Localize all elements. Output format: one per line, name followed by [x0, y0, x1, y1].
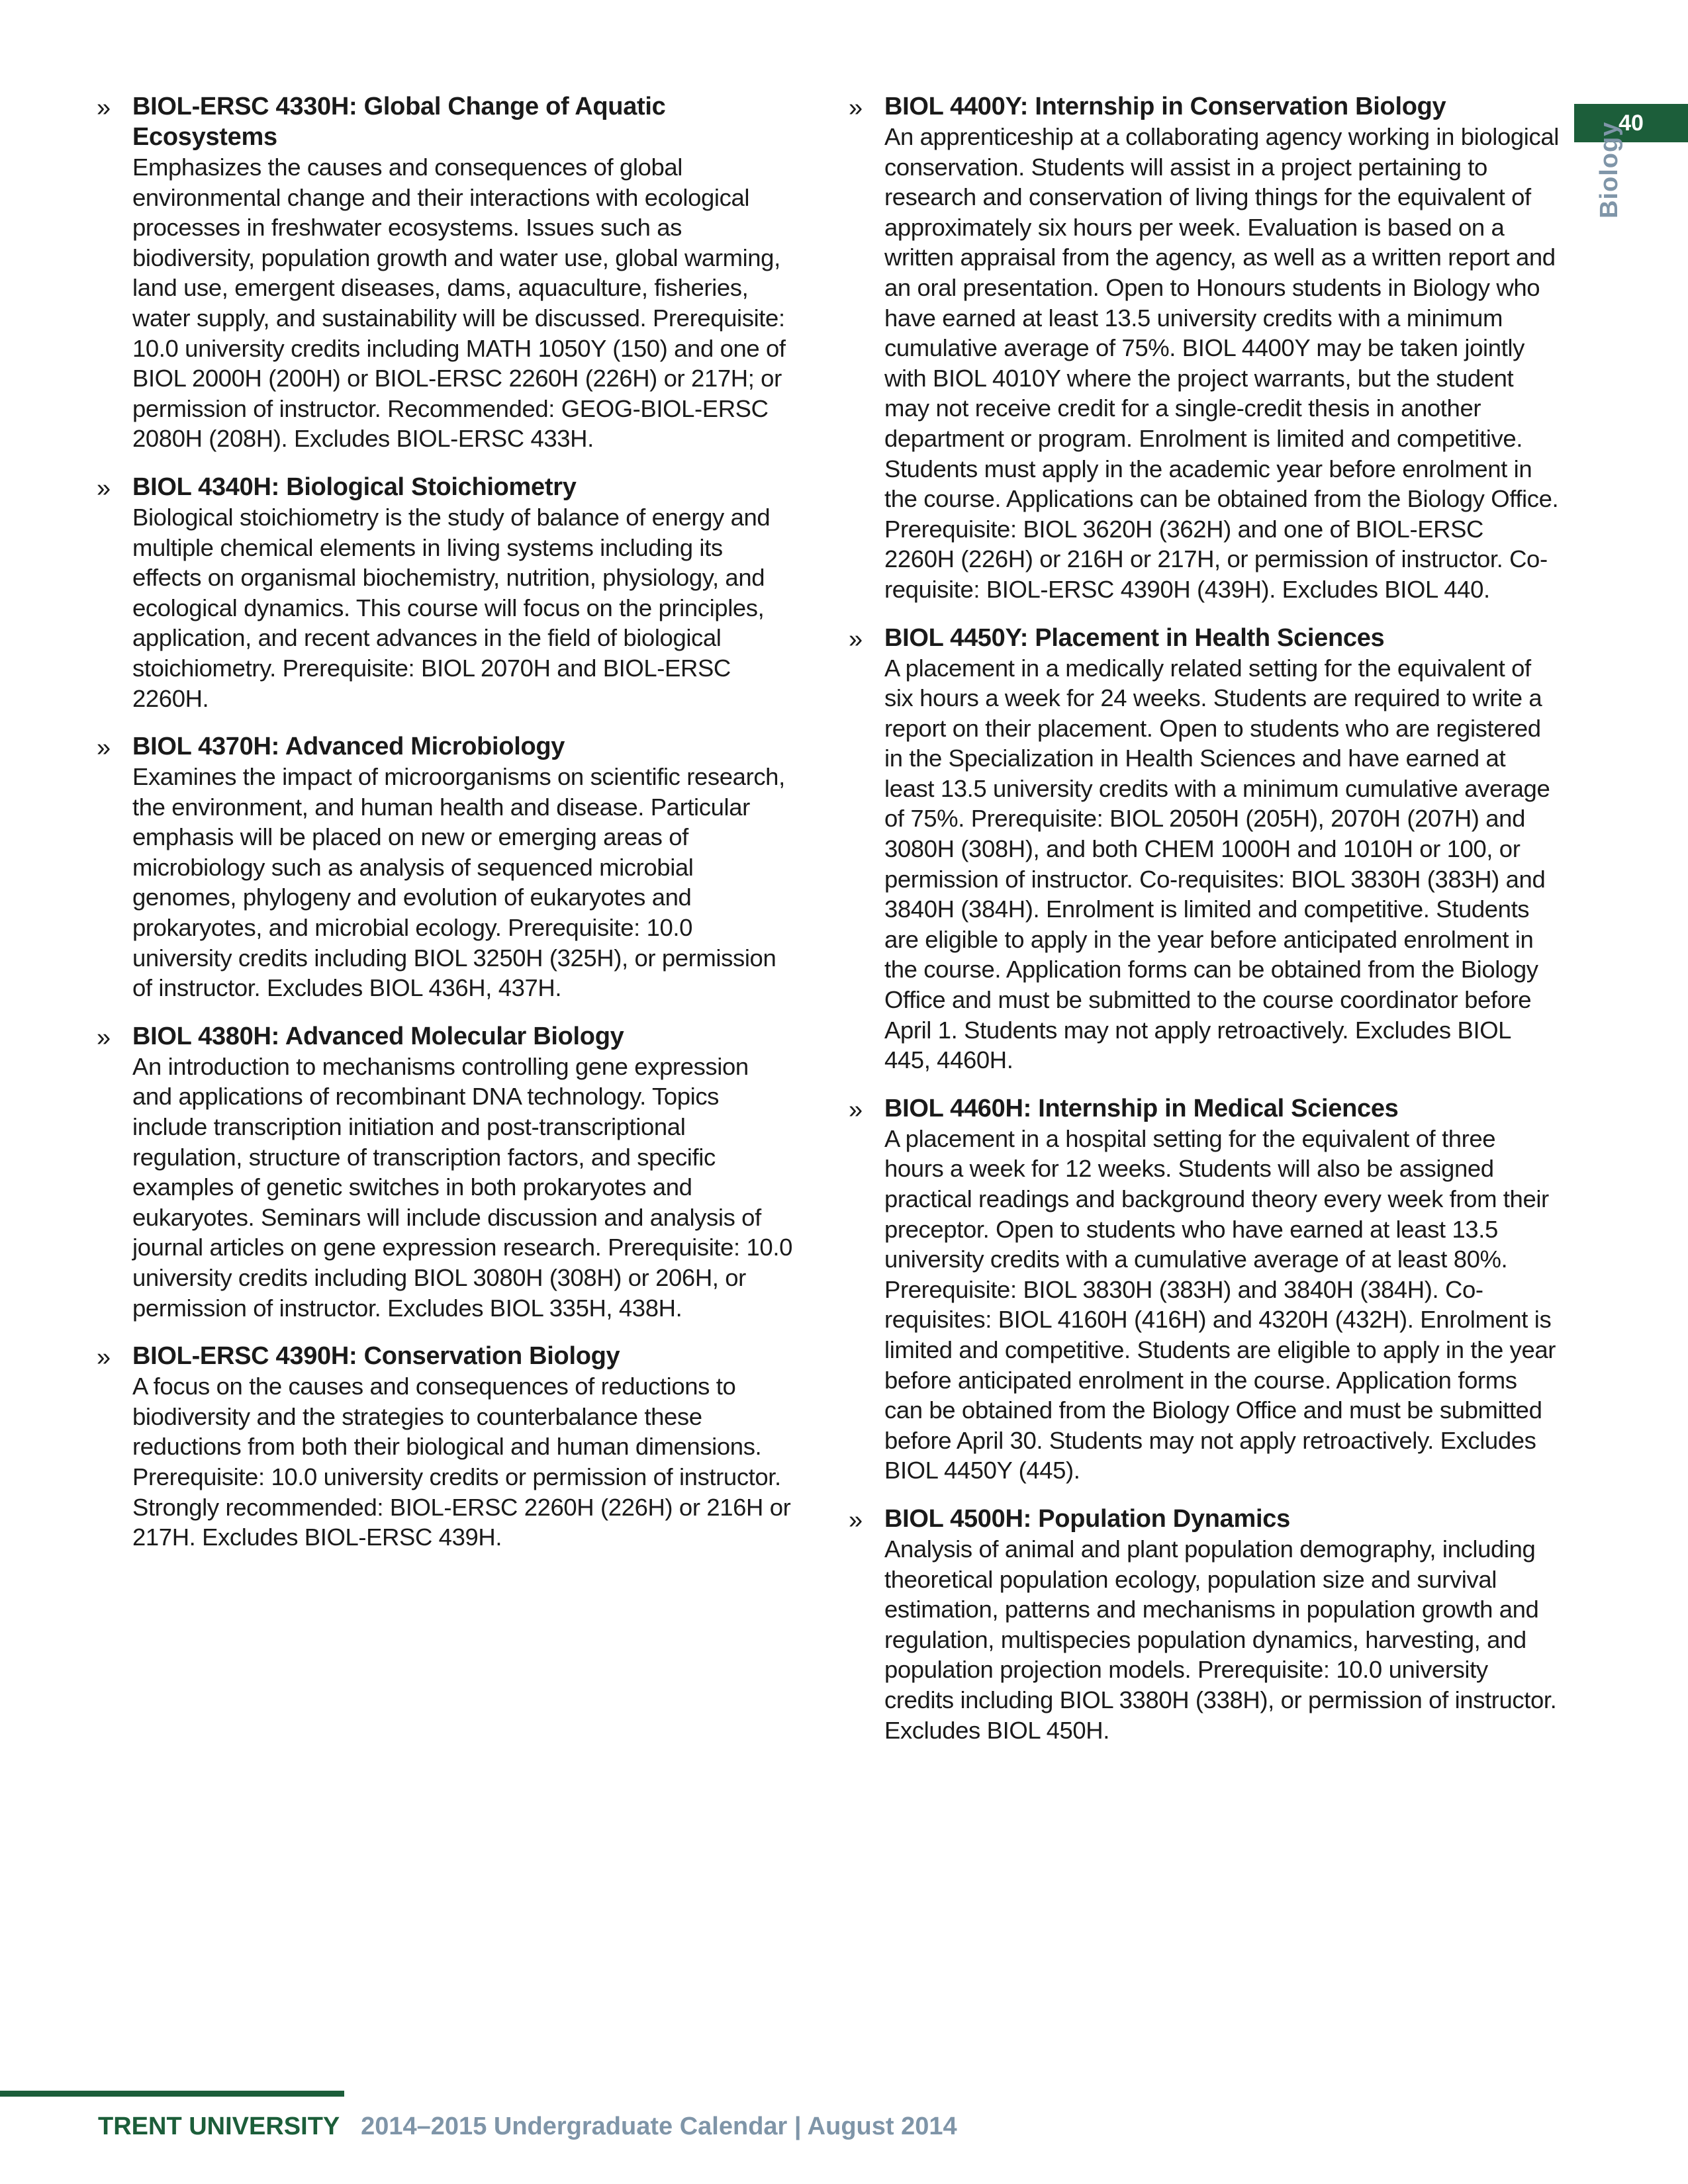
- course-entry: [93, 1341, 794, 1553]
- course-description: Analysis of animal and plant population demography, including theoretical population ecology, population size and survival estimation, patterns and mechanisms in population growth and regulation, multispecies population dynamics, harvesting, and population projection models. Prerequisite: 10.0 university credits including BIOL 3380H (338H), or permission of instructor. Excludes BIOL 450H.: [884, 1535, 1557, 1744]
- page-number-tab: 40: [1574, 104, 1688, 142]
- course-title: BIOL-ERSC 4390H: Conservation Biology: [132, 1342, 620, 1371]
- left-column: [93, 91, 794, 1570]
- course-title: BIOL 4380H: Advanced Molecular Biology: [132, 1022, 624, 1050]
- course-entry: [93, 731, 794, 1003]
- section-label: Biology: [1595, 121, 1623, 218]
- course-entry: [93, 91, 794, 454]
- bullet-icon: »: [97, 1343, 111, 1372]
- course-title: BIOL 4500H: Population Dynamics: [884, 1504, 1290, 1533]
- course-description: An introduction to mechanisms controlling gene expression and applications of recombinant DNA technology. Topics include transcription initiation and post-transcriptional regulation, structure of transcription factors, and specific examples of genetic switches in both prokaryotes and eukaryotes. Seminars will include discussion and analysis of journal articles on gene expression research. Prerequisite: 10.0 university credits including BIOL 3080H (308H) or 206H, or permission of instructor. Excludes BIOL 335H, 438H.: [132, 1052, 792, 1322]
- bullet-icon: »: [97, 1023, 111, 1052]
- course-title: BIOL 4450Y: Placement in Health Sciences: [884, 623, 1385, 652]
- course-title: BIOL-ERSC 4330H: Global Change of Aquatic Ecosystems: [132, 93, 666, 151]
- course-entry: [845, 1093, 1560, 1486]
- course-description: Biological stoichiometry is the study of balance of energy and multiple chemical elements in living systems including its effects on organismal biochemistry, nutrition, physiology, and ecological dynamics. This course will focus on the principles, application, and recent advances in the field of biological stoichiometry. Prerequisite: BIOL 2070H and BIOL-ERSC 2260H.: [132, 503, 771, 712]
- course-description: Emphasizes the causes and consequences of global environmental change and their interactions with ecological processes in freshwater ecosystems. Issues such as biodiversity, population growth and water use, global warming, land use, emergent diseases, dams, aquaculture, fisheries, water supply, and sustainability will be discussed. Prerequisite: 10.0 university credits including MATH 1050Y (150) and one of BIOL 2000H (200H) or BIOL-ERSC 2260H (226H) or 217H; or permission of instructor. Recommended: GEOG-BIOL-ERSC 2080H (208H). Excludes BIOL-ERSC 433H.: [132, 154, 786, 453]
- bullet-icon: »: [849, 625, 863, 653]
- bullet-icon: »: [97, 734, 111, 762]
- course-description: A placement in a medically related setting for the equivalent of six hours a week for 24 weeks. Students are required to write a report on their placement. Open to students who are registered in the Specialization in Health Sciences and have earned at least 13.5 university credits with a minimum cumulative average of 75%. Prerequisite: BIOL 2050H (205H), 2070H (207H) and 3080H (308H), and both CHEM 1000H and 1010H or 100, or permission of instructor. Co-requisites: BIOL 3830H (383H) and 3840H (384H). Enrolment is limited and competitive. Students are eligible to apply in the year before anticipated enrolment in the course. Application forms can be obtained from the Biology Office and must be submitted to the course coordinator before April 1. Students may not apply retroactively. Excludes BIOL 445, 4460H.: [884, 654, 1550, 1074]
- bullet-icon: »: [849, 94, 863, 122]
- bullet-icon: »: [97, 94, 111, 122]
- course-title: BIOL 4370H: Advanced Microbiology: [132, 733, 565, 761]
- course-description: A placement in a hospital setting for the equivalent of three hours a week for 12 weeks. Students will also be assigned practical readings and background theory every week from their preceptor. Open to students who have earned at least 13.5 university credits with a cumulative average of at least 80%. Prerequisite: BIOL 3830H (383H) and 3840H (384H). Co-requisites: BIOL 4160H (416H) and 4320H (432H). Enrolment is limited and competitive. Students are eligible to apply in the year before anticipated enrolment in the course. Application forms can be obtained from the Biology Office and must be submitted before April 30. Students may not apply retroactively. Excludes BIOL 4450Y (445).: [884, 1124, 1556, 1484]
- footer-university: TRENT UNIVERSITY: [98, 2113, 340, 2140]
- bullet-icon: »: [849, 1506, 863, 1534]
- footer-rule: [0, 2091, 344, 2097]
- course-title: BIOL 4340H: Biological Stoichiometry: [132, 473, 577, 501]
- course-title: BIOL 4460H: Internship in Medical Sciences: [884, 1094, 1399, 1122]
- course-entry: [845, 1504, 1560, 1745]
- course-entry: [93, 472, 794, 713]
- course-entry: [845, 91, 1560, 605]
- right-column: [845, 91, 1560, 1763]
- course-description: An apprenticeship at a collaborating agency working in biological conservation. Students will assist in a project pertaining to research and conservation of living things for the equivalent of approximately six hours per week. Evaluation is based on a written appraisal from the agency, as well as a written report and an oral presentation. Open to Honours students in Biology who have earned at least 13.5 university credits with a minimum cumulative average of 75%. BIOL 4400Y may be taken jointly with BIOL 4010Y where the project warrants, but the student may not receive credit for a single-credit thesis in another department or program. Enrolment is limited and competitive. Students must apply in the academic year before enrolment in the course. Applications can be obtained from the Biology Office. Prerequisite: BIOL 3620H (362H) and one of BIOL-ERSC 2260H (226H) or 216H or 217H, or permission of instructor. Co-requisite: BIOL-ERSC 4390H (439H). Excludes BIOL 440.: [884, 123, 1559, 603]
- course-entry: [93, 1021, 794, 1323]
- course-description: Examines the impact of microorganisms on scientific research, the environment, and human health and disease. Particular emphasis will be placed on new or emerging areas of microbiology such as analysis of sequenced microbial genomes, phylogeny and evolution of eukaryotes and prokaryotes, and microbial ecology. Prerequisite: 10.0 university credits including BIOL 3250H (325H), or permission of instructor. Excludes BIOL 436H, 437H.: [132, 763, 785, 1002]
- footer: [98, 2110, 957, 2143]
- bullet-icon: »: [97, 474, 111, 502]
- course-title: BIOL 4400Y: Internship in Conservation Biology: [884, 93, 1446, 120]
- course-entry: [845, 623, 1560, 1075]
- bullet-icon: »: [849, 1095, 863, 1124]
- footer-calendar: 2014–2015 Undergraduate Calendar | August 2014: [361, 2113, 957, 2140]
- course-description: A focus on the causes and consequences of reductions to biodiversity and the strategies to counterbalance these reductions from both their biological and human dimensions. Prerequisite: 10.0 university credits or permission of instructor. Strongly recommended: BIOL-ERSC 2260H (226H) or 216H or 217H. Excludes BIOL-ERSC 439H.: [132, 1373, 791, 1551]
